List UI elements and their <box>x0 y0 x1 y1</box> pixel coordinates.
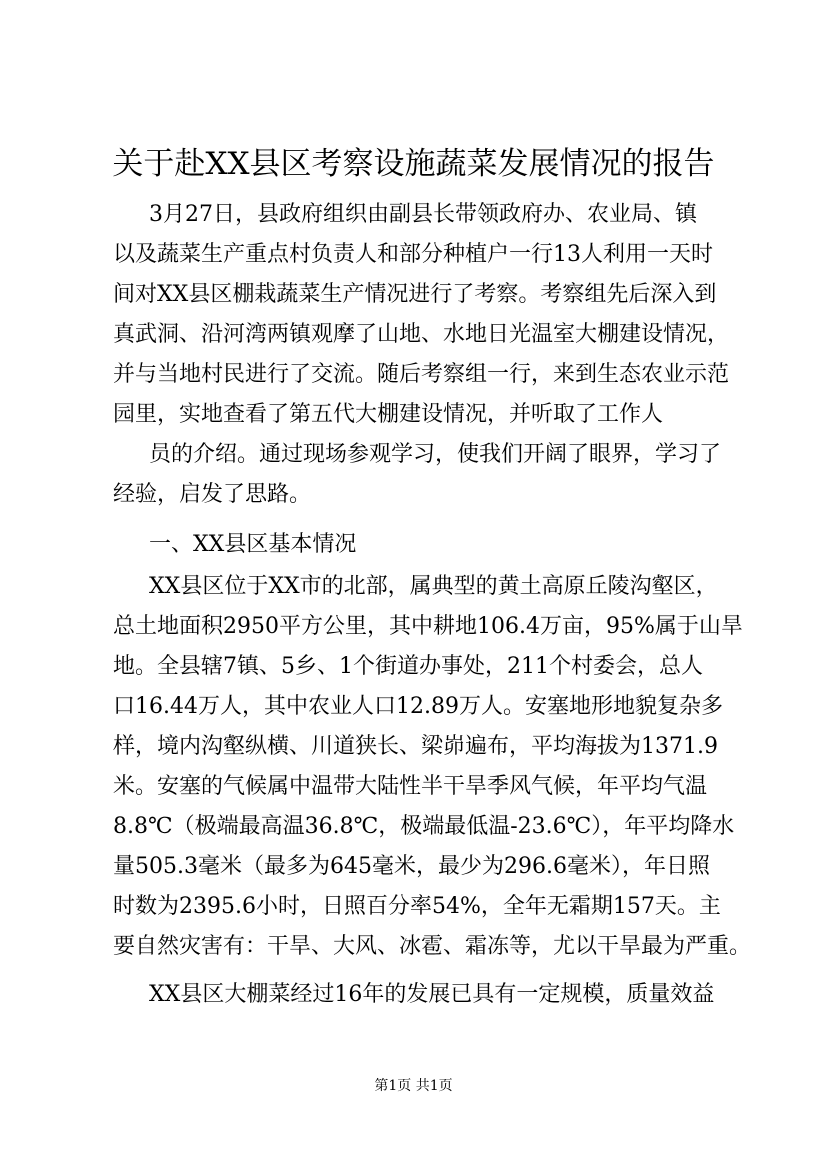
paragraph-line: 真武洞、沿河湾两镇观摩了山地、水地日光温室大棚建设情况， <box>113 322 730 347</box>
paragraph-line: 经验，启发了思路。 <box>113 482 312 507</box>
paragraph-line: 间对XX县区棚栽蔬菜生产情况进行了考察。考察组先后深入到 <box>113 282 717 307</box>
section-heading: 一、XX县区基本情况 <box>149 532 357 557</box>
paragraph-line: 口16.44万人，其中农业人口12.89万人。安塞地形地貌复杂多 <box>113 694 723 719</box>
paragraph-line: 量505.3毫米（最多为645毫米，最少为296.6毫米），年日照 <box>113 854 710 879</box>
paragraph-line: 要自然灾害有：干旱、大风、冰雹、霜冻等，尤以干旱最为严重。 <box>113 934 752 959</box>
document-title: 关于赴XX县区考察设施蔬菜发展情况的报告 <box>112 146 715 182</box>
paragraph-line: XX县区位于XX市的北部，属典型的黄土高原丘陵沟壑区， <box>149 574 718 599</box>
paragraph-line: 时数为2395.6小时，日照百分率54%，全年无霜期157天。主 <box>113 894 721 919</box>
paragraph-line: 8.8℃（极端最高温36.8℃，极端最低温-23.6℃），年平均降水 <box>113 814 735 839</box>
paragraph-line: XX县区大棚菜经过16年的发展已具有一定规模，质量效益 <box>149 982 715 1007</box>
paragraph-line: 并与当地村民进行了交流。随后考察组一行，来到生态农业示范 <box>113 362 730 387</box>
paragraph-line: 样，境内沟壑纵横、川道狭长、梁峁遍布，平均海拔为1371.9 <box>113 734 718 759</box>
paragraph-line: 米。安塞的气候属中温带大陆性半干旱季风气候，年平均气温 <box>113 774 708 799</box>
paragraph-line: 地。全县辖7镇、5乡、1个街道办事处，211个村委会，总人 <box>113 654 703 679</box>
paragraph-line: 以及蔬菜生产重点村负责人和部分种植户一行13人利用一天时 <box>113 242 713 267</box>
paragraph-line: 3月27日，县政府组织由副县长带领政府办、农业局、镇 <box>149 202 697 227</box>
paragraph-line: 员的介绍。通过现场参观学习，使我们开阔了眼界，学习了 <box>149 442 722 467</box>
paragraph-line: 园里，实地查看了第五代大棚建设情况，并听取了工作人 <box>113 402 664 427</box>
page-number: 第1页 共1页 <box>374 1078 453 1094</box>
paragraph-line: 总土地面积2950平方公里，其中耕地106.4万亩，95%属于山旱 <box>113 614 743 639</box>
